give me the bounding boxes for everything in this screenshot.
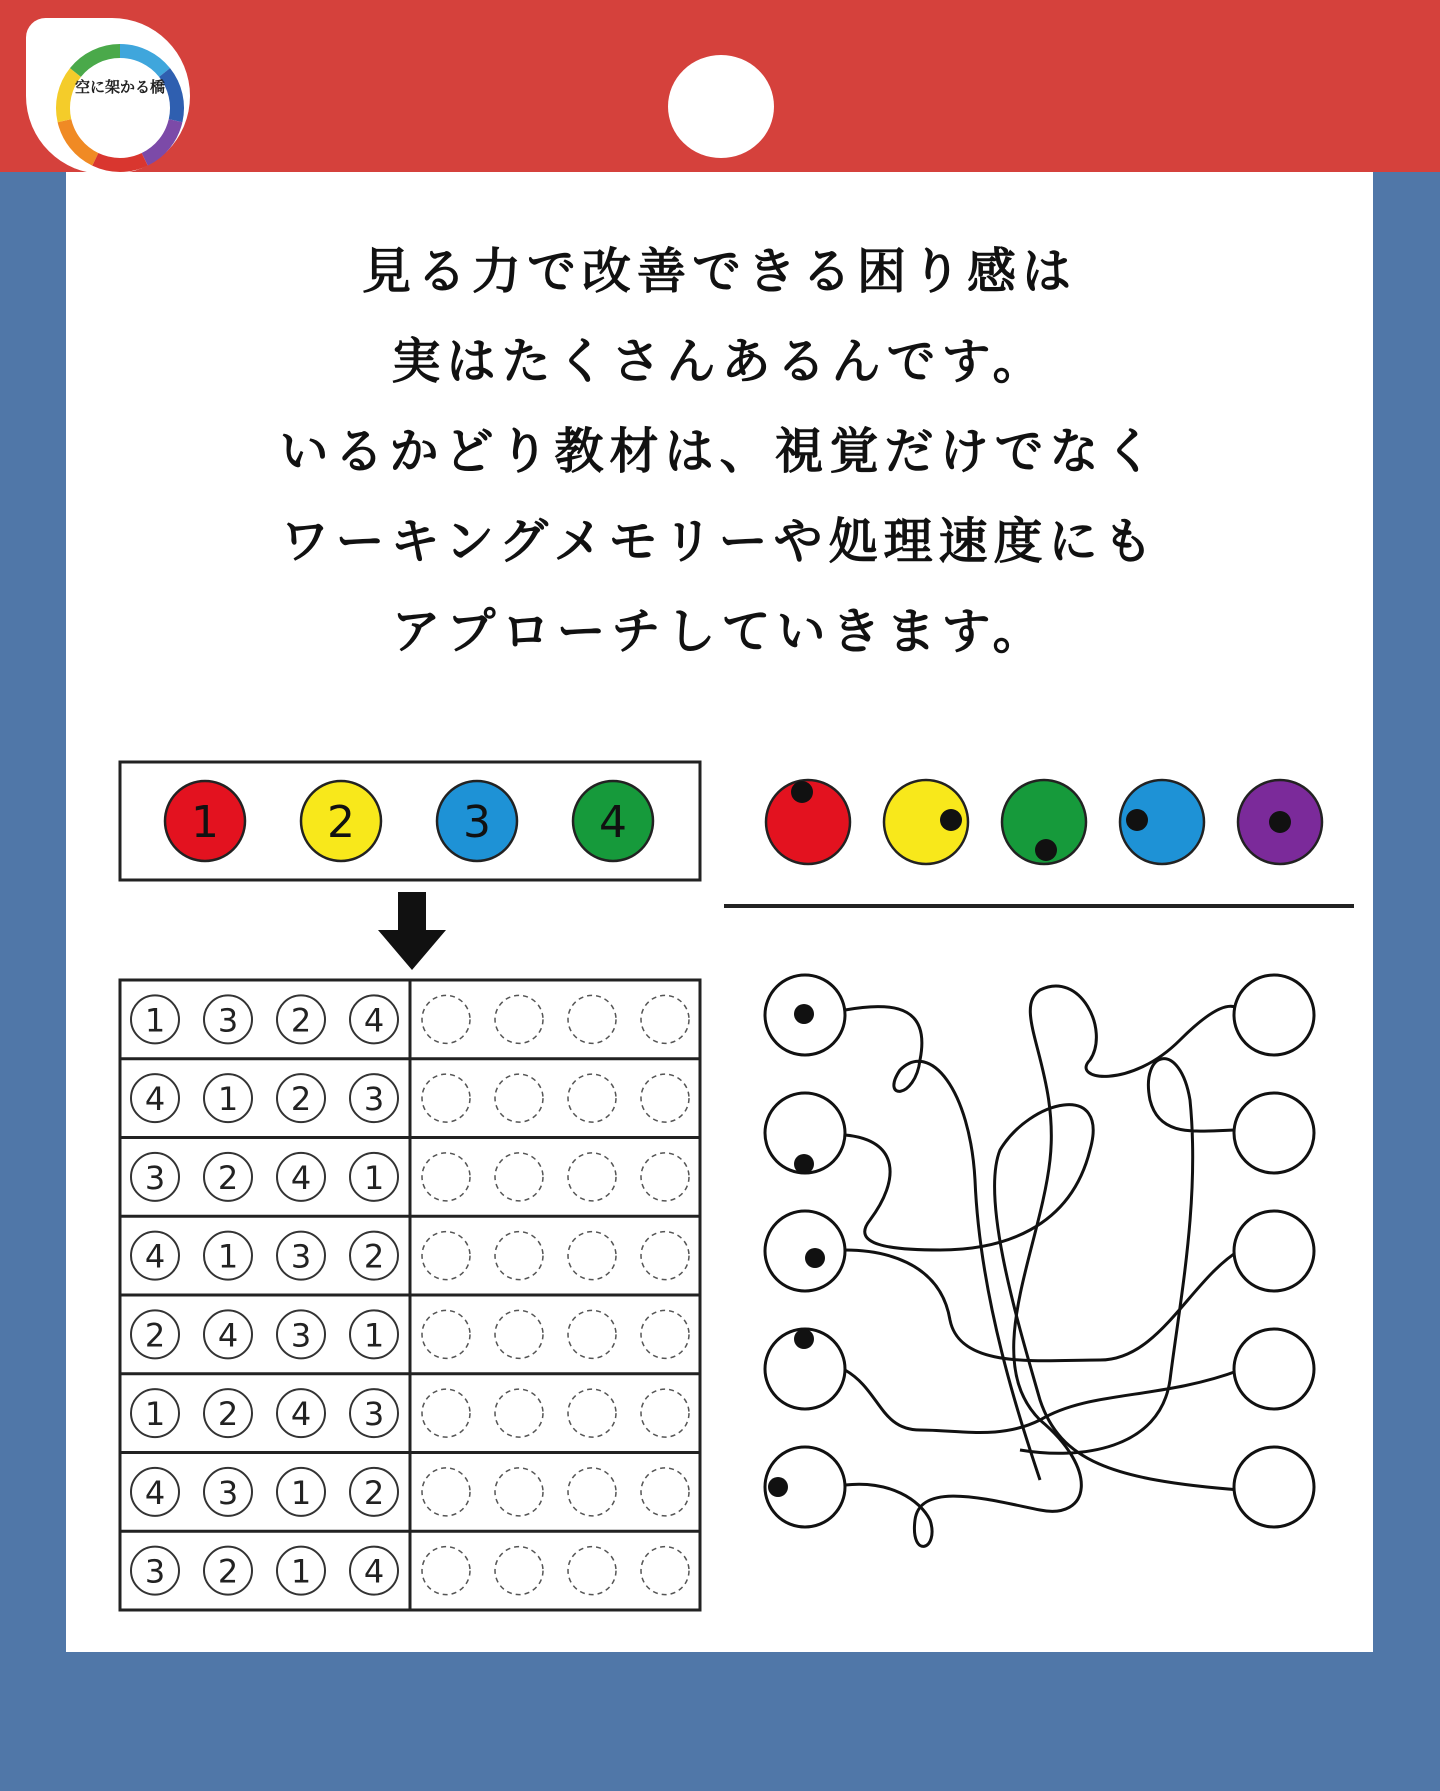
maze-start-node <box>765 1211 845 1291</box>
headline-line-2: 実はたくさんあるんです。 <box>391 333 1048 390</box>
table-number: 3 <box>290 1316 312 1355</box>
maze-end-node[interactable] <box>1234 1447 1314 1527</box>
maze-color-dots <box>766 780 1322 864</box>
table-number: 4 <box>363 1552 385 1591</box>
maze-start-dot <box>794 1154 814 1174</box>
logo-text: 空に架かる橋 <box>74 78 165 96</box>
table-number: 3 <box>363 1080 385 1119</box>
maze-paths <box>845 986 1240 1546</box>
table-number: 2 <box>217 1552 239 1591</box>
down-arrow-icon <box>378 892 446 970</box>
table-number: 4 <box>144 1080 166 1119</box>
table-number: 1 <box>144 1395 166 1434</box>
table-number: 1 <box>363 1316 385 1355</box>
maze-end-node[interactable] <box>1234 975 1314 1055</box>
key-number-3: 3 <box>463 797 491 848</box>
table-number: 2 <box>217 1395 239 1434</box>
maze-start-dot <box>768 1477 788 1497</box>
table-number: 2 <box>290 1001 312 1040</box>
maze-color-dot <box>1035 839 1057 861</box>
table-number: 4 <box>217 1316 239 1355</box>
headline-line-4: ワーキングメモリーや処理速度にも <box>280 513 1159 570</box>
table-number: 3 <box>217 1001 239 1040</box>
table-number: 3 <box>144 1158 166 1197</box>
number-table <box>120 980 700 1610</box>
color-key <box>120 762 700 880</box>
table-number: 4 <box>290 1158 312 1197</box>
table-number: 1 <box>290 1473 312 1512</box>
maze-start-dot <box>805 1248 825 1268</box>
table-number: 1 <box>290 1552 312 1591</box>
table-number: 1 <box>363 1158 385 1197</box>
key-number-2: 2 <box>327 797 355 848</box>
table-number: 4 <box>363 1001 385 1040</box>
maze-start-dot <box>794 1004 814 1024</box>
table-number: 2 <box>363 1237 385 1276</box>
key-number-1: 1 <box>191 797 219 848</box>
table-number: 2 <box>144 1316 166 1355</box>
maze-start-dot <box>794 1329 814 1349</box>
headline-line-5: アプローチしていきます。 <box>391 603 1048 660</box>
key-number-4: 4 <box>599 797 627 848</box>
maze-color-dot <box>1269 811 1291 833</box>
maze-color-dot <box>1126 809 1148 831</box>
maze-end-node[interactable] <box>1234 1329 1314 1409</box>
table-number: 1 <box>217 1080 239 1119</box>
table-number: 4 <box>144 1237 166 1276</box>
maze-color-dot <box>940 809 962 831</box>
table-number: 3 <box>217 1473 239 1512</box>
table-number: 2 <box>217 1158 239 1197</box>
headline-line-3: いるかどり教材は、視覚だけでなく <box>279 423 1160 480</box>
table-number: 4 <box>290 1395 312 1434</box>
table-number: 2 <box>290 1080 312 1119</box>
headline-line-1: 見る力で改善できる困り感は <box>361 243 1077 300</box>
table-number: 1 <box>217 1237 239 1276</box>
maze-end-node[interactable] <box>1234 1211 1314 1291</box>
table-number: 3 <box>144 1552 166 1591</box>
table-number: 1 <box>144 1001 166 1040</box>
table-number: 2 <box>363 1473 385 1512</box>
maze-color-dot <box>791 781 813 803</box>
table-number: 3 <box>290 1237 312 1276</box>
table-number: 3 <box>363 1395 385 1434</box>
table-number: 4 <box>144 1473 166 1512</box>
maze-end-node[interactable] <box>1234 1093 1314 1173</box>
